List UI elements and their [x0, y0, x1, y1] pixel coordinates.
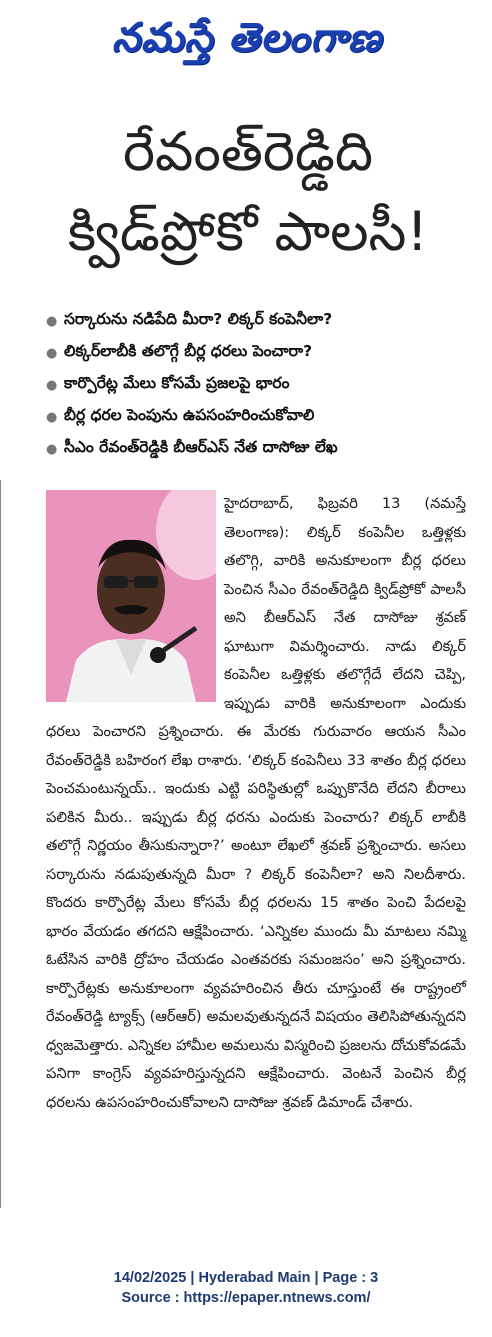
column-divider	[0, 480, 1, 1208]
source-link[interactable]: Source : https://epaper.ntnews.com/	[121, 1290, 371, 1306]
edition-info: 14/02/2025 | Hyderabad Main | Page : 3	[113, 1270, 379, 1286]
bullet-item	[46, 433, 466, 465]
bullet-dot-icon: ●	[46, 377, 58, 393]
bullet-text: సీఎం రేవంత్‌రెడ్డికి బీఆర్‌ఎస్ నేత దాసోజు లేఖ	[64, 438, 338, 456]
article-text: హైదరాబాద్, ఫిబ్రవరి 13 (నమస్తే తెలంగాణ): లిక్కర్ కంపెనీల ఒత్తిళ్లకు తలొగ్గి, వారికి అనుకూలంగా బీర్ల ధరలు పెంచిన సీఎం రేవంత్‌రెడ్డిది క్విడ్‌ప్రోకో పాలసీ అని బీఆర్‌ఎస్ నేత దాసోజు శ్రవణ్ ఘాటుగా విమర్శించారు. నాడు లిక్కర్ కంపెనీల ఒత్తిళ్లకు తలొగ్గేదే లేదని చెప్పి, ఇప్పుడు వారికి అనుకూలంగా ఎందుకు ధరలు పెంచారని ప్రశ్నించారు. ఈ మేరకు గురువారం ఆయన సీఎం రేవంత్‌రెడ్డికి బహిరంగ లేఖ రాశారు. ‘లిక్కర్ కంపెనీలు 33 శాతం బీర్ల ధరలు పెంచమంటున్నయ్.. ఇందుకు ఎట్టి పరిస్థితుల్లో ఒప్పుకొనేది లేదని బీరాలు పలికిన మీరు.. ఇప్పుడు బీర్ల ధరను ఎందుకు పెంచారు? లిక్కర్ లాబీకి తలొగ్గే నిర్ణయం తీసుకున్నారా?’ అంటూ లేఖలో శ్రవణ్ ప్రశ్నించారు. అసలు సర్కారును నడుపుతున్నది మీరా ? లిక్కర్ కంపెనీలా? అని నిలదీశారు. కొందరు కార్పొరేట్ల మేలు కోసమే బీర్ల ధరలను 15 శాతం పెంచి పేదలపై భారం వేయడం తగదని ఆక్షేపించారు. ‘ఎన్నికల ముందు మీ మాటలు నమ్మి ఓటేసిన వారికి ద్రోహం చేయడం ఎంతవరకు సమంజసం’ అని ప్రశ్నించారు. కార్పొరేట్లకు అనుకూలంగా వ్యవహరించిన తీరు చూస్తుంటే ఈ రాష్ట్రంలో రేవంత్‌రెడ్డి ట్యాక్స్ (ఆర్‌ఆర్) అమలవుతున్నదనే విషయం తెలిసిపోతున్నదని ధ్వజమెత్తారు. ఎన్నికల హామీల అమలును విస్మరించి ప్రజలను దోచుకోవడమే పనిగా కాంగ్రెస్ వ్యవహరిస్తున్నదని ఆక్షేపించారు. వెంటనే పెంచిన బీర్ల ధరలను ఉపసంహరించుకోవాలని దాసోజు శ్రవణ్ డిమాండ్ చేశారు.	[46, 495, 466, 1111]
page-footer	[0, 1268, 492, 1308]
bullet-item	[46, 369, 466, 401]
bullet-dot-icon: ●	[46, 313, 58, 329]
bullet-text: సర్కారును నడిపేది మీరా? లిక్కర్ కంపెనీలా?	[64, 310, 333, 328]
bullet-item	[46, 401, 466, 433]
newspaper-masthead: నమస్తే తెలంగాణ	[111, 15, 383, 61]
headline-line-1: రేవంత్‌రెడ్డిది	[123, 120, 373, 183]
bullet-text: లిక్కర్‌లాబీకి తలొగ్గే బీర్ల ధరలు పెంచారా?	[64, 342, 313, 360]
bullet-item	[46, 305, 466, 337]
bullet-text: కార్పొరేట్ల మేలు కోసమే ప్రజలపై భారం	[64, 374, 290, 392]
bullet-dot-icon: ●	[46, 345, 58, 361]
bullet-item	[46, 337, 466, 369]
portrait-illustration	[46, 490, 216, 702]
highlight-bullets	[46, 305, 466, 465]
bullet-text: బీర్ల ధరల పెంపును ఉపసంహరించుకోవాలి	[64, 406, 315, 424]
bullet-dot-icon: ●	[46, 409, 58, 425]
bullet-dot-icon: ●	[46, 441, 58, 457]
headline-line-2: క్విడ్‌ప్రోకో పాలసీ!	[67, 200, 429, 263]
politician-photo	[46, 490, 216, 702]
article-headline	[18, 112, 478, 272]
